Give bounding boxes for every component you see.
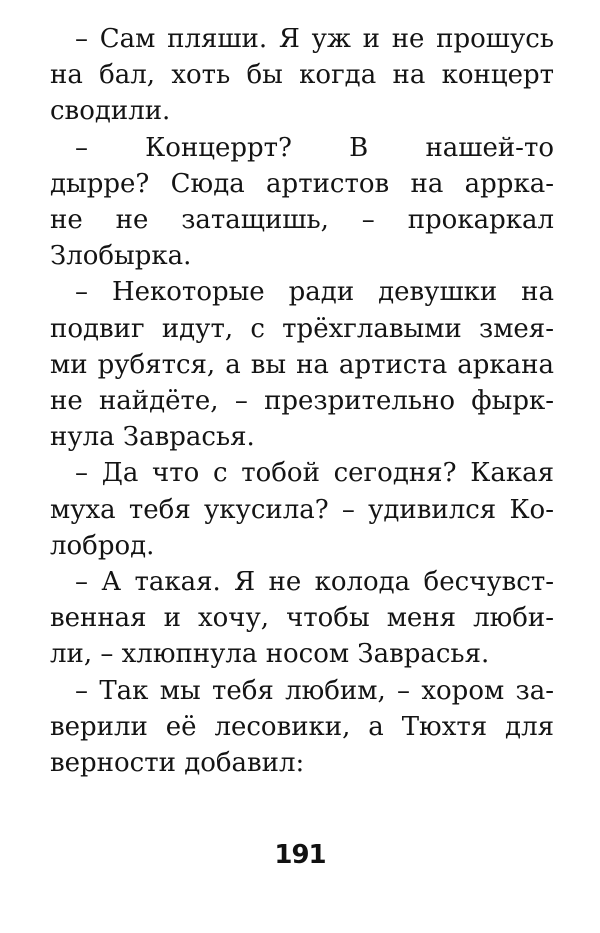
text-line: лоброд. — [50, 530, 155, 561]
paragraph — [50, 455, 554, 564]
text-line: верили её лесовики, а Тюхтя для — [50, 711, 554, 742]
paragraph — [50, 274, 554, 455]
text-line: на бал, хоть бы когда на концерт — [50, 60, 554, 91]
text-line: сводили. — [50, 96, 171, 127]
body-text — [50, 21, 554, 781]
text-line: подвиг идут, с трёхглавыми змея- — [50, 313, 554, 344]
text-line: не не затащишь, – прокаркал — [50, 205, 554, 236]
text-line: не найдёте, – презрительно фырк- — [50, 386, 554, 417]
text-line: – А такая. Я не колода бесчувст- — [75, 567, 554, 598]
text-line: ми рубятся, а вы на артиста аркана — [50, 349, 554, 380]
text-line: дырре? Сюда артистов на аррка- — [50, 168, 554, 199]
text-line: – Сам пляши. Я уж и не прошусь — [75, 24, 554, 54]
paragraph — [50, 564, 554, 673]
text-line: – Да что с тобой сегодня? Какая — [75, 458, 554, 489]
paragraph — [50, 21, 554, 130]
paragraph — [50, 673, 554, 782]
text-line: Злобырка. — [50, 241, 192, 272]
text-line: муха тебя укусила? – удивился Ко- — [50, 494, 554, 525]
paragraph — [50, 130, 554, 275]
text-line: – Так мы тебя любим, – хором за- — [75, 675, 554, 706]
text-line: – Некоторые ради девушки на — [75, 277, 554, 308]
text-line: нула Заврасья. — [50, 422, 255, 453]
text-line: ли, – хлюпнула носом Заврасья. — [50, 639, 490, 670]
text-line: верности добавил: — [50, 748, 305, 779]
text-line: – Концеррт? В нашей-то — [75, 132, 554, 163]
page-number: 191 — [274, 840, 326, 870]
text-line: венная и хочу, чтобы меня люби- — [50, 603, 554, 634]
